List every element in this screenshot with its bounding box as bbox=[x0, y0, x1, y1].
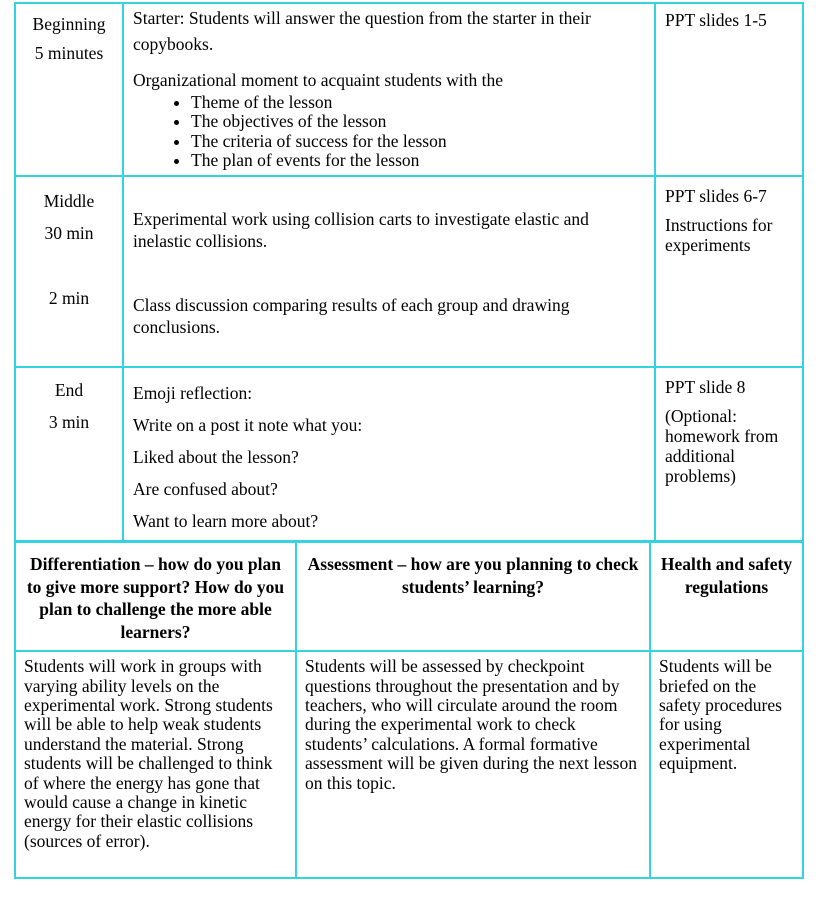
stage-duration: 30 min bbox=[44, 222, 94, 243]
resource-text: PPT slides 1-5 bbox=[665, 10, 767, 30]
lesson-plan-frame bbox=[14, 2, 802, 879]
objectives-list bbox=[133, 93, 646, 171]
reflection-line: Are confused about? bbox=[133, 478, 278, 499]
health-safety-header: Health and safety regulations bbox=[650, 541, 803, 651]
activity-cell bbox=[123, 3, 655, 176]
activity-cell bbox=[123, 176, 655, 367]
table-header-row bbox=[15, 541, 803, 651]
differentiation-header: Differentiation – how do you plan to give more support? How do you plan to challenge the more able learners? bbox=[15, 541, 296, 651]
assessment-cell: Students will be assessed by checkpoint questions throughout the presentation and by teachers, who will circulate around the room during the experimental work to check students’ calculations. A formal formative assessment will be given during the next lesson on this topic. bbox=[296, 651, 650, 878]
resource-text: (Optional: homework from additional problems) bbox=[665, 405, 779, 486]
resource-text: PPT slides 6-7 bbox=[665, 185, 767, 206]
resource-text: PPT slide 8 bbox=[665, 376, 746, 397]
assessment-table bbox=[14, 540, 804, 879]
stage-name: End bbox=[54, 379, 84, 400]
stage-name: Middle bbox=[43, 190, 95, 211]
table-row bbox=[15, 651, 803, 878]
stage-cell bbox=[15, 3, 123, 176]
stage-cell bbox=[15, 367, 123, 542]
resources-cell bbox=[655, 176, 803, 367]
organizational-moment-text: Organizational moment to acquaint students with the bbox=[133, 70, 504, 90]
starter-text: Starter: Students will answer the question from the starter in their copybooks. bbox=[133, 8, 591, 54]
table-row-beginning bbox=[15, 3, 803, 176]
stage-duration: 5 minutes bbox=[34, 43, 104, 63]
table-row-end bbox=[15, 367, 803, 542]
stage-duration: 3 min bbox=[48, 411, 90, 432]
lesson-stages-table bbox=[14, 2, 804, 543]
activity-text: Class discussion comparing results of each group and drawing conclusions. bbox=[133, 294, 570, 337]
stage-cell bbox=[15, 176, 123, 367]
reflection-line: Emoji reflection: bbox=[133, 382, 253, 403]
activity-cell bbox=[123, 367, 655, 542]
resources-cell bbox=[655, 3, 803, 176]
reflection-line: Liked about the lesson? bbox=[133, 446, 299, 467]
reflection-line: Want to learn more about? bbox=[133, 510, 319, 531]
resources-cell bbox=[655, 367, 803, 542]
table-row-middle bbox=[15, 176, 803, 367]
health-safety-cell: Students will be briefed on the safety procedures for using experimental equipment. bbox=[650, 651, 803, 878]
list-item: • Theme of the lesson bbox=[191, 93, 646, 112]
activity-text: Experimental work using collision carts to investigate elastic and inelastic collisions. bbox=[133, 208, 589, 251]
list-item: • The objectives of the lesson bbox=[191, 112, 646, 131]
assessment-header: Assessment – how are you planning to check students’ learning? bbox=[296, 541, 650, 651]
reflection-line: Write on a post it note what you: bbox=[133, 414, 363, 435]
resource-text: Instructions for experiments bbox=[665, 214, 773, 255]
differentiation-cell: Students will work in groups with varying ability levels on the experimental work. Strong students will be able to help weak students understand the material. Strong students will be challenged to think of where the energy has gone that would cause a change in kinetic energy for their elastic collisions (sources of error). bbox=[15, 651, 296, 878]
stage-duration: 2 min bbox=[48, 287, 90, 308]
list-item: • The plan of events for the lesson bbox=[191, 151, 646, 170]
list-item: • The criteria of success for the lesson bbox=[191, 132, 646, 151]
stage-name: Beginning bbox=[32, 14, 106, 34]
